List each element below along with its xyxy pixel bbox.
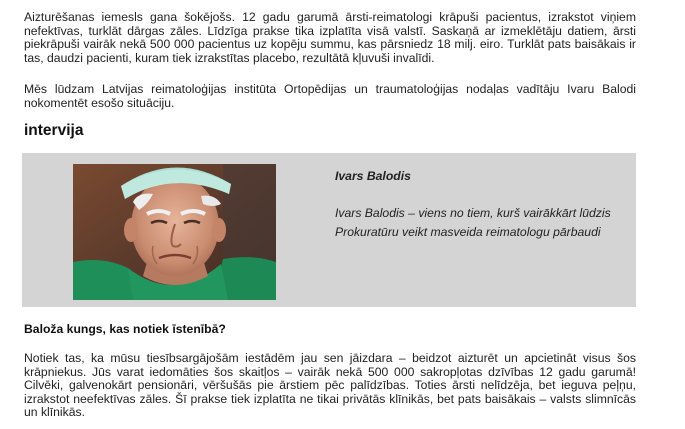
section-heading: intervija — [24, 122, 84, 139]
request-paragraph: Mēs lūdzam Latvijas reimatoloģijas institūta Ortopēdijas un traumatoloģijas nodaļas vadītāju Ivaru Balodi nokomentēt esošo situāciju. — [24, 82, 636, 110]
interview-answer: Notiek tas, ka mūsu tiesībsargājošām iestādēm jau sen jāizdara – beidzot aizturēt un apcietināt visus šos krāpniekus. Jūs varat iedomāties šos skaitļos – vairāk nekā 500 000 sakropļotas dzīvības 12 gadu garumā! Cilvēki, galvenokārt pensionāri, vēršušās pie ārstiem pēc palīdzības. Toties ārsti nelīdzēja, bet ieguva peļņu, izrakstot neefektīvas zāles. Šī prakse tiek izplatīta ne tikai privātās klīnikās, bet pats baisākais – valsts slimnīcās un klīnikās. — [24, 351, 636, 420]
intro-paragraph: Aizturēšanas iemesls gana šokējošs. 12 gadu garumā ārsti-reimatologi krāpuši pacientus, izrakstot viņiem nefektīvas, turklāt dārgas zāles. Līdzīga prakse tika izplatīta visā valstī. Saskaņā ar izmeklētāju datiem, ārsti piekrāpuši vairāk nekā 500 000 pacientus uz kopēju summu, kas pārsniedz 18 milj. eiro. Turklāt pats baisākais ir tas, daudzi pacienti, kuram tiek izrakstītas placebo, rezultātā kļuvuši invalīdi. — [24, 10, 636, 65]
interview-box — [22, 153, 636, 307]
interviewee-description: Ivars Balodis – viens no tiem, kurš vairākkārt lūdzis Prokuratūru veikt masveida reimatologu pārbaudi — [335, 206, 611, 239]
interviewee-photo — [73, 164, 276, 300]
interviewee-name: Ivars Balodis — [335, 169, 411, 183]
interview-question: Baloža kungs, kas notiek īstenībā? — [24, 322, 226, 336]
